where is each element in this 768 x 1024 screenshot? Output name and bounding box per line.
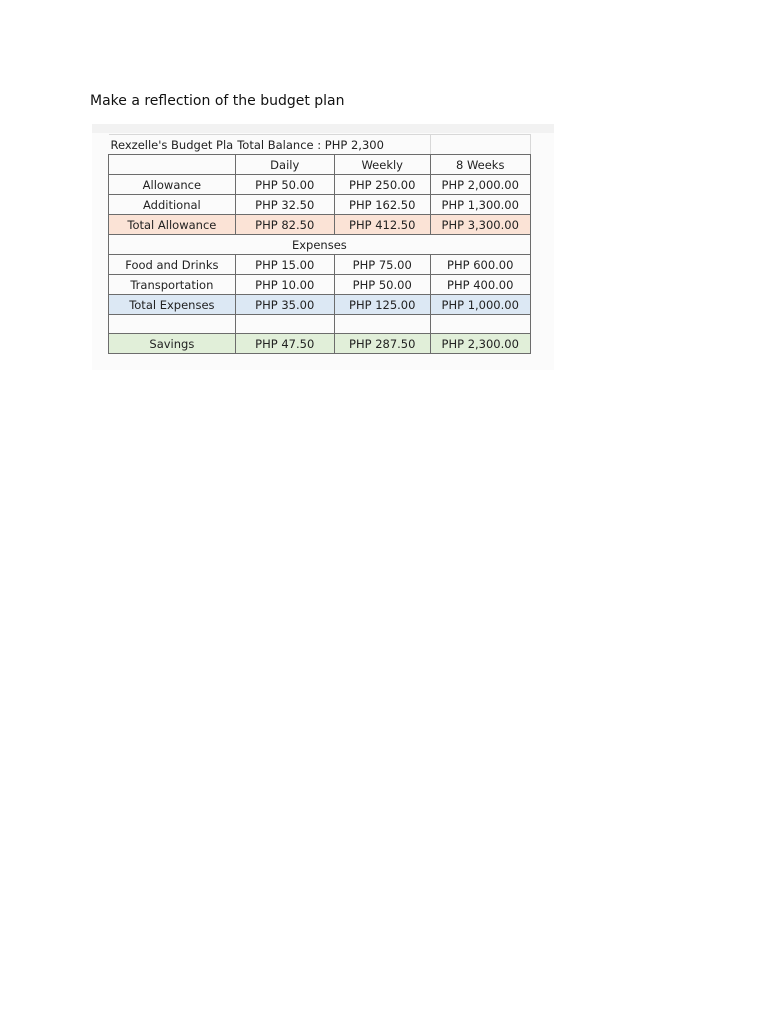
row-label: Total Expenses xyxy=(109,295,236,315)
image-top-edge xyxy=(92,124,554,133)
row-label: Additional xyxy=(109,195,236,215)
row-label: Food and Drinks xyxy=(109,255,236,275)
total-balance: Total Balance : PHP 2,300 xyxy=(235,135,430,155)
empty-cell xyxy=(430,315,530,334)
header-8-weeks: 8 Weeks xyxy=(430,155,530,175)
blank-row xyxy=(109,315,531,334)
row-label: Allowance xyxy=(109,175,236,195)
header-daily: Daily xyxy=(235,155,334,175)
savings-row xyxy=(109,334,531,354)
expenses-heading: Expenses xyxy=(109,235,531,255)
daily-value: PHP 47.50 xyxy=(235,334,334,354)
total-allowance-row xyxy=(109,215,531,235)
expenses-heading-row xyxy=(109,235,531,255)
additional-row xyxy=(109,195,531,215)
empty-cell xyxy=(235,315,334,334)
allowance-row xyxy=(109,175,531,195)
header-row xyxy=(109,155,531,175)
transportation-row xyxy=(109,275,531,295)
8-weeks-value: PHP 600.00 xyxy=(430,255,530,275)
weekly-value: PHP 250.00 xyxy=(334,175,430,195)
daily-value: PHP 32.50 xyxy=(235,195,334,215)
budget-table xyxy=(108,134,531,354)
budget-table-image xyxy=(92,124,554,370)
8-weeks-value: PHP 400.00 xyxy=(430,275,530,295)
daily-value: PHP 15.00 xyxy=(235,255,334,275)
row-label: Savings xyxy=(109,334,236,354)
empty-cell xyxy=(334,315,430,334)
weekly-value: PHP 75.00 xyxy=(334,255,430,275)
8-weeks-value: PHP 1,300.00 xyxy=(430,195,530,215)
header-empty-cell xyxy=(109,155,236,175)
empty-cell xyxy=(109,315,236,334)
8-weeks-value: PHP 1,000.00 xyxy=(430,295,530,315)
daily-value: PHP 10.00 xyxy=(235,275,334,295)
weekly-value: PHP 412.50 xyxy=(334,215,430,235)
food-row xyxy=(109,255,531,275)
row-label: Total Allowance xyxy=(109,215,236,235)
weekly-value: PHP 125.00 xyxy=(334,295,430,315)
budget-title: Rexzelle's Budget Pla xyxy=(109,135,236,155)
header-weekly: Weekly xyxy=(334,155,430,175)
8-weeks-value: PHP 3,300.00 xyxy=(430,215,530,235)
total-expenses-row xyxy=(109,295,531,315)
title-row xyxy=(109,135,531,155)
weekly-value: PHP 162.50 xyxy=(334,195,430,215)
title-empty-cell xyxy=(430,135,530,155)
8-weeks-value: PHP 2,000.00 xyxy=(430,175,530,195)
weekly-value: PHP 287.50 xyxy=(334,334,430,354)
8-weeks-value: PHP 2,300.00 xyxy=(430,334,530,354)
daily-value: PHP 82.50 xyxy=(235,215,334,235)
weekly-value: PHP 50.00 xyxy=(334,275,430,295)
question-prompt: Make a reflection of the budget plan xyxy=(90,93,345,109)
row-label: Transportation xyxy=(109,275,236,295)
daily-value: PHP 35.00 xyxy=(235,295,334,315)
daily-value: PHP 50.00 xyxy=(235,175,334,195)
